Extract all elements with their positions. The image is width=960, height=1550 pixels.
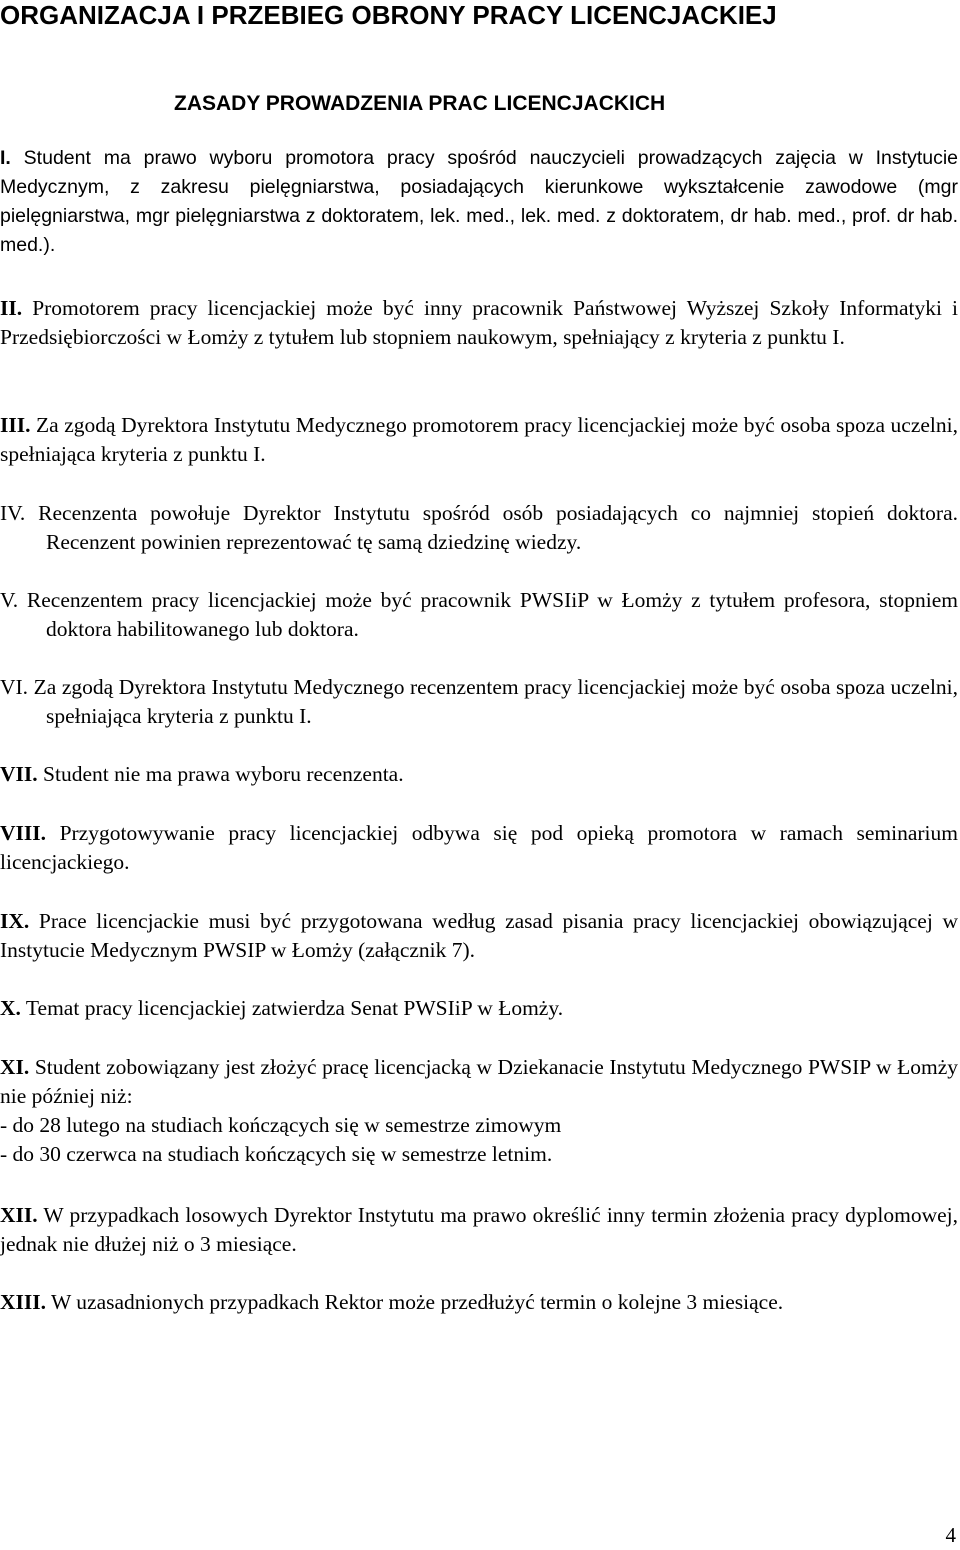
section-text: Promotorem pracy licencjackiej może być inny pracownik Państwowej Wyższej Szkoły Informatyki i Przedsiębiorczości w Łomży z tytułem lub stopniem naukowym, spełniający z kryteria z punktu I. [0,296,959,349]
section-text: Student ma prawo wyboru promotora pracy spośród nauczycieli prowadzących zajęcia w Instytucie Medycznym, z zakresu pielęgniarstwa, posiadających kierunkowe wykształcenie zawodowe (mgr pielęgniarstwa, mgr pielęgniarstwa z doktoratem, lek. med., lek. med. z doktoratem, dr hab. med., prof. dr hab. med.). [0,147,959,256]
section-number: VII. [0,762,38,786]
section-text: Recenzentem pracy licencjackiej może być pracownik PWSIiP w Łomży z tytułem profesora, stopniem doktora habilitowanego lub doktora. [26,588,958,641]
section-text: Student zobowiązany jest złożyć pracę licencjacką w Dziekanacie Instytutu Medycznego PWSIP w Łomży nie później niż: [0,1055,959,1108]
section-7 [0,760,958,789]
list-item: - do 28 lutego na studiach kończących się w semestrze zimowym [0,1113,562,1137]
section-4 [0,499,958,557]
section-number: VIII. [0,821,47,845]
section-text: Prace licencjackie musi być przygotowana według zasad pisania pracy licencjackiej obowiązującej w Instytucie Medycznym PWSIP w Łomży (załącznik 7). [0,909,958,962]
document-subtitle: ZASADY PROWADZENIA PRAC LICENCJACKICH [174,92,666,115]
section-text: W przypadkach losowych Dyrektor Instytutu ma prawo określić inny termin złożenia pracy dyplomowej, jednak nie dłużej niż o 3 miesiące. [0,1203,958,1256]
section-number: VI. [0,675,29,699]
section-number: XIII. [0,1290,47,1314]
section-text: Recenzenta powołuje Dyrektor Instytutu spośród osób posiadających co najmniej stopień doktora. Recenzent powinien reprezentować tę samą dziedzinę wiedzy. [38,501,958,554]
section-8 [0,819,958,877]
section-10 [0,994,958,1023]
section-number: X. [0,996,21,1020]
section-number: XI. [0,1055,30,1079]
list-item: - do 30 czerwca na studiach kończących się w semestrze letnim. [0,1142,553,1166]
section-13 [0,1288,958,1317]
section-12 [0,1201,958,1259]
section-text: Student nie ma prawa wyboru recenzenta. [43,762,404,786]
section-number: IX. [0,909,30,933]
section-6 [0,673,958,731]
section-number: XII. [0,1203,38,1227]
section-1 [0,144,958,260]
section-11 [0,1053,958,1169]
section-text: Za zgodą Dyrektora Instytutu Medycznego promotorem pracy licencjackiej może być osoba spoza uczelni, spełniająca kryteria z punktu I. [0,413,959,466]
section-2 [0,294,958,352]
section-text: Przygotowywanie pracy licencjackiej odbywa się pod opieką promotora w ramach seminarium licencjackiego. [0,821,958,874]
section-3 [0,411,958,469]
section-text: Za zgodą Dyrektora Instytutu Medycznego recenzentem pracy licencjackiej może być osoba spoza uczelni, spełniająca kryteria z punktu I. [33,675,959,728]
section-5 [0,586,958,644]
section-text: W uzasadnionych przypadkach Rektor może przedłużyć termin o kolejne 3 miesiące. [51,1290,784,1314]
section-number: V. [0,588,19,612]
document-title: ORGANIZACJA I PRZEBIEG OBRONY PRACY LICENCJACKIEJ [0,0,777,30]
section-number: I. [0,147,11,169]
section-text: Temat pracy licencjackiej zatwierdza Senat PWSIiP w Łomży. [25,996,564,1020]
section-number: IV. [0,501,26,525]
section-number: II. [0,296,23,320]
page-number: 4 [945,1523,956,1547]
section-number: III. [0,413,31,437]
section-9 [0,907,958,965]
